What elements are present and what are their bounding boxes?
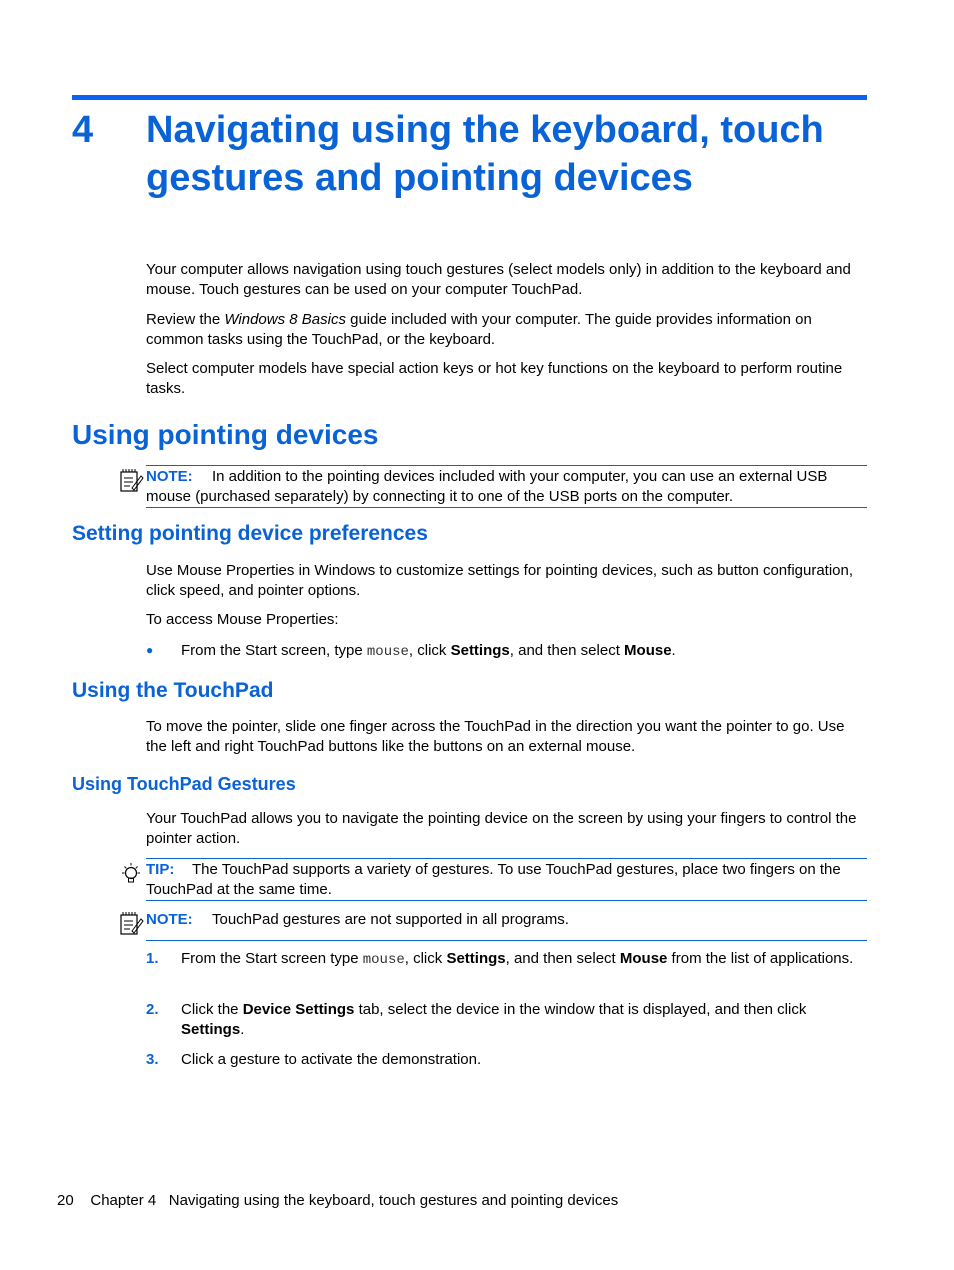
section-heading-gestures: Using TouchPad Gestures <box>72 774 296 794</box>
page-number: 20 <box>57 1192 74 1209</box>
note-text: In addition to the pointing devices included with your computer, you can use an external USB mouse (purchased separately) by connecting it to one of the USB ports on the computer. <box>146 468 828 505</box>
step-2-text: Click the Device Settings tab, select the device in the window that is displayed, and then click Settings. <box>181 1001 807 1038</box>
preferences-paragraph-1: Use Mouse Properties in Windows to customize settings for pointing devices, such as button configuration, click speed, and pointer options. <box>146 562 854 599</box>
intro-paragraph-1: Your computer allows navigation using touch gestures (select models only) in addition to the keyboard and mouse. Touch gestures can be used on your computer TouchPad. <box>146 261 851 298</box>
section-heading-touchpad: Using the TouchPad <box>72 679 274 702</box>
gestures-paragraph: Your TouchPad allows you to navigate the pointing device on the screen by using your fingers to control the pointer action. <box>146 810 857 847</box>
chapter-top-rule <box>72 95 867 100</box>
note-icon <box>118 468 144 494</box>
step-1-text: From the Start screen type mouse, click Settings, and then select Mouse from the list of applications. <box>181 950 854 968</box>
tip-lightbulb-icon <box>118 861 144 887</box>
list-item: From the Start screen, type mouse, click Settings, and then select Mouse. <box>181 642 676 660</box>
preferences-paragraph-2: To access Mouse Properties: <box>146 611 339 628</box>
note-gestures-support <box>146 909 867 941</box>
tip-label: TIP: <box>146 861 175 878</box>
tip-gestures <box>146 858 867 901</box>
footer-chapter-label: Chapter 4 <box>90 1192 157 1209</box>
note-usb-mouse <box>146 465 867 508</box>
step-number: 2. <box>146 1001 159 1018</box>
chapter-title: Navigating using the keyboard, touch gestures and pointing devices <box>146 109 824 199</box>
note-label: NOTE: <box>146 911 193 928</box>
intro-paragraph-2: Review the Windows 8 Basics guide included with your computer. The guide provides information on common tasks using the TouchPad, or the keyboard. <box>146 311 812 348</box>
note-label: NOTE: <box>146 468 193 485</box>
section-heading-pointing-devices: Using pointing devices <box>72 419 379 450</box>
footer-chapter-title: Navigating using the keyboard, touch gestures and pointing devices <box>168 1192 619 1209</box>
section-heading-preferences: Setting pointing device preferences <box>72 522 428 545</box>
chapter-number: 4 <box>72 109 94 151</box>
step-number: 1. <box>146 950 159 967</box>
bullet-icon: ● <box>146 643 154 657</box>
tip-text: The TouchPad supports a variety of gestures. To use TouchPad gestures, place two fingers on the TouchPad at the same time. <box>146 861 841 898</box>
step-3-text: Click a gesture to activate the demonstration. <box>181 1051 482 1068</box>
touchpad-paragraph: To move the pointer, slide one finger across the TouchPad in the direction you want the pointer to go. Use the left and right TouchPad buttons like the buttons on an external mouse. <box>146 718 845 755</box>
note-icon <box>118 911 144 937</box>
page-footer <box>57 1191 618 1211</box>
intro-paragraph-3: Select computer models have special action keys or hot key functions on the keyboard to perform routine tasks. <box>146 360 843 397</box>
note-text: TouchPad gestures are not supported in all programs. <box>212 911 569 928</box>
step-number: 3. <box>146 1051 159 1068</box>
